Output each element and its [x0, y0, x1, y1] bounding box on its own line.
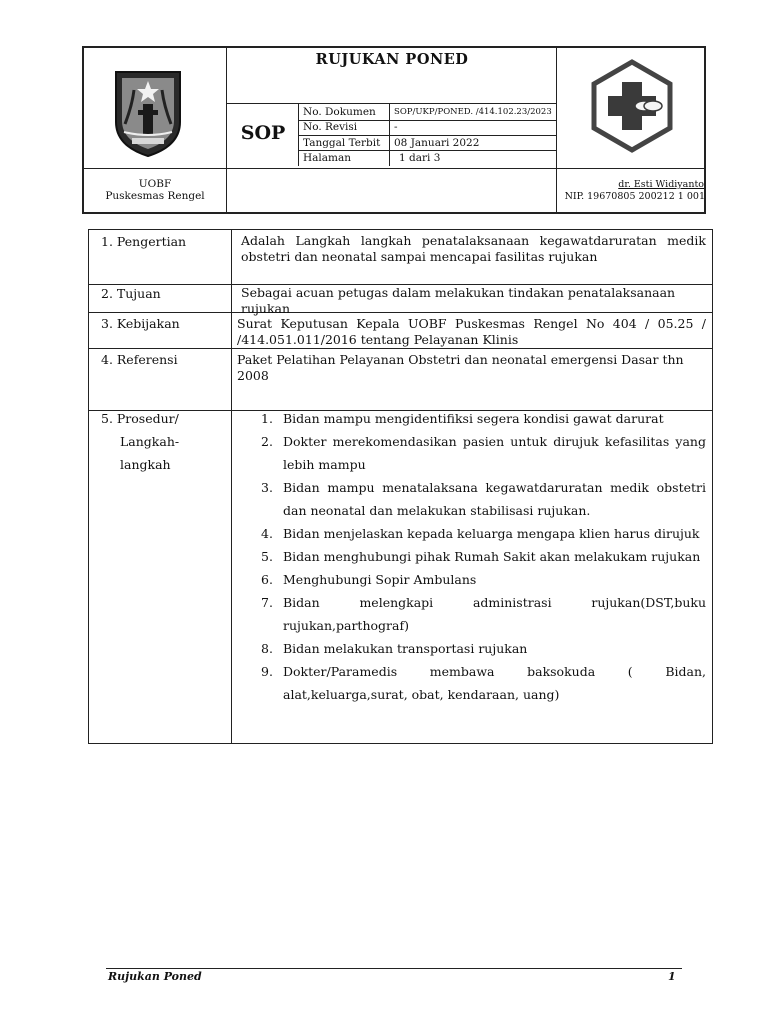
row-label-prosedur — [101, 407, 179, 476]
row-content-tujuan: Sebagai acuan petugas dalam melakukan tindakan penatalaksanaan rujukan — [241, 285, 676, 316]
table-row-divider — [89, 348, 712, 349]
header-divider — [226, 48, 227, 212]
prosedur-label-line: 5. Prosedur/ — [101, 411, 179, 426]
document-header — [82, 46, 706, 214]
row-label-pengertian: 1. Pengertian — [101, 234, 187, 249]
procedure-item-number: 2. — [261, 434, 273, 449]
prosedur-label-line: Langkah- — [120, 434, 180, 449]
procedure-item — [235, 545, 706, 568]
sop-label: SOP — [240, 122, 286, 144]
procedure-item — [235, 407, 706, 430]
signer-name: dr. Esti Widiyanto — [618, 179, 704, 190]
signer-nip: NIP. 19670805 200212 1 001 — [564, 191, 705, 202]
row-label-kebijakan: 3. Kebijakan — [101, 316, 180, 331]
meta-label-document-number: No. Dokumen — [303, 106, 376, 118]
procedure-list — [235, 407, 706, 706]
footer-page-number: 1 — [668, 970, 676, 983]
procedure-item-number: 5. — [261, 549, 273, 564]
procedure-item-number: 1. — [261, 411, 273, 426]
puskesmas-logo-icon — [584, 58, 680, 154]
document-title: RUJUKAN PONED — [315, 51, 469, 68]
meta-label-issue-date: Tanggal Terbit — [303, 137, 381, 149]
procedure-item-number: 7. — [261, 595, 273, 610]
procedure-item — [235, 591, 706, 637]
procedure-item — [235, 568, 706, 591]
meta-value-page: 1 dari 3 — [399, 152, 441, 164]
procedure-item-number: 6. — [261, 572, 273, 587]
row-label-tujuan: 2. Tujuan — [101, 286, 161, 301]
prosedur-label-line: langkah — [120, 457, 171, 472]
footer-title: Rujukan Poned — [108, 970, 202, 983]
procedure-item-number: 9. — [261, 664, 273, 679]
row-label-referensi: 4. Referensi — [101, 352, 178, 367]
meta-value-revision: - — [394, 121, 398, 133]
procedure-item-text: Bidan menghubungi pihak Rumah Sakit akan melakukam rujukan — [283, 549, 701, 564]
unit-name-line2: Puskesmas Rengel — [105, 190, 205, 202]
header-divider — [226, 103, 556, 104]
procedure-item — [235, 430, 706, 476]
procedure-item — [235, 522, 706, 545]
procedure-item — [235, 637, 706, 660]
procedure-item — [235, 660, 706, 706]
meta-label-revision: No. Revisi — [303, 121, 358, 133]
procedure-item — [235, 476, 706, 522]
meta-value-document-number: SOP/UKP/PONED. /414.102.23/2023 — [394, 107, 552, 117]
procedure-item-text: Bidan menjelaskan kepada keluarga mengapa klien harus dirujuk — [283, 526, 700, 541]
procedure-item-text: Dokter/Paramedis membawa baksokuda ( Bidan, alat,keluarga,surat, obat, kendaraan, uang) — [283, 664, 706, 702]
procedure-item-text: Bidan mampu menatalaksana kegawatdaruratan medik obstetri dan neonatal dan melakukan stabilisasi rujukan. — [283, 480, 706, 518]
procedure-item-text: Bidan melengkapi administrasi rujukan(DST,buku rujukan,parthograf) — [283, 595, 706, 633]
procedure-item-text: Bidan mampu mengidentifiksi segera kondisi gawat darurat — [283, 411, 664, 426]
meta-label-page: Halaman — [303, 152, 352, 164]
procedure-item-number: 3. — [261, 480, 273, 495]
procedure-item-text: Menghubungi Sopir Ambulans — [283, 572, 477, 587]
row-content-referensi: Paket Pelatihan Pelayanan Obstetri dan neonatal emergensi Dasar thn 2008 — [237, 352, 684, 383]
sop-content-table — [88, 229, 713, 744]
row-content-kebijakan: Surat Keputusan Kepala UOBF Puskesmas Rengel No 404 / 05.25 / /414.051.011/2016 tentang Pelayanan Klinis — [237, 316, 706, 347]
regional-emblem-icon — [110, 66, 186, 158]
unit-name — [84, 178, 226, 202]
row-content-pengertian: Adalah Langkah langkah penatalaksanaan kegawatdaruratan medik obstetri dan neonatal sampai mencapai fasilitas rujukan — [241, 233, 706, 264]
procedure-item-text: Dokter merekomendasikan pasien untuk dirujuk kefasilitas yang lebih mampu — [283, 434, 706, 472]
table-column-divider — [231, 230, 232, 743]
meta-value-issue-date: 08 Januari 2022 — [394, 137, 480, 149]
unit-name-line1: UOBF — [138, 178, 172, 190]
procedure-item-text: Bidan melakukan transportasi rujukan — [283, 641, 528, 656]
footer-rule — [106, 968, 682, 969]
procedure-item-number: 8. — [261, 641, 273, 656]
header-divider — [84, 168, 704, 169]
procedure-item-number: 4. — [261, 526, 273, 541]
